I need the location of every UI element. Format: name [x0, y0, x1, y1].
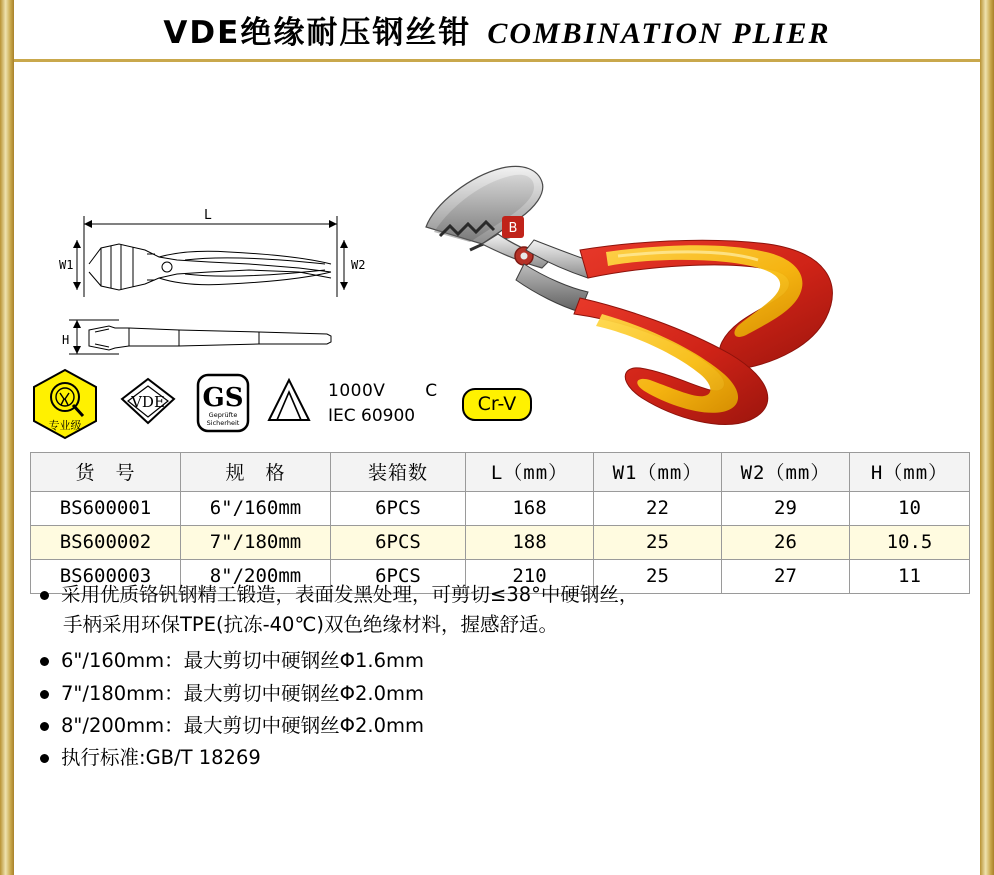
- cell-L: 210: [466, 560, 594, 594]
- list-item: [40, 743, 970, 773]
- gs-mark-icon: [194, 372, 252, 436]
- cell-pack: 6PCS: [331, 526, 466, 560]
- col-header-W2: W2（mm）: [722, 453, 850, 492]
- cell-pack: 6PCS: [331, 492, 466, 526]
- cell-pack: 6PCS: [331, 560, 466, 594]
- cell-model: BS600001: [31, 492, 181, 526]
- bullet-icon: [40, 690, 49, 699]
- col-header-size: 规 格: [181, 453, 331, 492]
- professional-grade-badge-icon: [28, 367, 102, 441]
- double-triangle-icon: [266, 376, 312, 432]
- feature-text: 7"/180mm：最大剪切中硬钢丝Φ2.0mm: [61, 681, 425, 705]
- voltage-value: 1000V: [328, 381, 386, 402]
- bullet-icon: [40, 754, 49, 763]
- dimension-line-drawing: [59, 202, 389, 392]
- feature-text: 8"/200mm：最大剪切中硬钢丝Φ2.0mm: [61, 713, 425, 737]
- gs-mark-label: GS: [202, 383, 244, 413]
- col-header-W1: W1（mm）: [594, 453, 722, 492]
- bullet-icon: [40, 722, 49, 731]
- table-header-row: [31, 453, 970, 492]
- page-title-english: COMBINATION PLIER: [487, 17, 831, 50]
- cell-model: BS600003: [31, 560, 181, 594]
- cell-H: 10: [850, 492, 970, 526]
- page-border-right: [980, 0, 994, 875]
- list-item: [40, 646, 970, 676]
- cell-model: BS600002: [31, 526, 181, 560]
- list-item: [40, 580, 970, 640]
- feature-text: 执行标准:GB/T 18269: [61, 746, 261, 770]
- list-item: [40, 679, 970, 709]
- dimension-label-H: H: [62, 333, 70, 347]
- cell-size: 8"/200mm: [181, 560, 331, 594]
- col-header-H: H（mm）: [850, 453, 970, 492]
- cell-W2: 29: [722, 492, 850, 526]
- cell-W2: 26: [722, 526, 850, 560]
- specification-table: [30, 452, 970, 594]
- header-title-group: [163, 7, 830, 52]
- col-header-model: 货 号: [31, 453, 181, 492]
- vde-mark-icon: [116, 373, 180, 435]
- cell-W1: 25: [594, 560, 722, 594]
- vde-mark-label: VDE: [131, 393, 165, 411]
- cell-H: 11: [850, 560, 970, 594]
- dimension-label-W2: W2: [351, 258, 366, 272]
- professional-grade-badge-label: 专业级: [48, 419, 82, 432]
- feature-line-1: 采用优质铬钒钢精工锻造，表面发黑处理，可剪切≤38°中硬钢丝，: [61, 583, 639, 606]
- svg-text:B: B: [508, 221, 518, 236]
- material-badge: Cr-V: [462, 388, 533, 421]
- voltage-rating-text: [328, 379, 438, 428]
- cell-size: 7"/180mm: [181, 526, 331, 560]
- dimension-label-W1: W1: [59, 258, 74, 272]
- iec-standard: IEC 60900: [328, 406, 416, 426]
- voltage-mark: C: [425, 381, 438, 402]
- cell-W2: 27: [722, 560, 850, 594]
- feature-text: [61, 580, 638, 640]
- col-header-L: L（mm）: [466, 453, 594, 492]
- page-header: [14, 0, 980, 62]
- bullet-icon: [40, 591, 49, 600]
- cell-size: 6"/160mm: [181, 492, 331, 526]
- cell-H: 10.5: [850, 526, 970, 560]
- page-content: [14, 62, 980, 875]
- cell-L: 168: [466, 492, 594, 526]
- cell-W1: 25: [594, 526, 722, 560]
- feature-list: [40, 580, 970, 775]
- bullet-icon: [40, 657, 49, 666]
- certification-row: [28, 367, 532, 441]
- list-item: [40, 711, 970, 741]
- page-title-chinese: VDE绝缘耐压钢丝钳: [163, 15, 472, 51]
- cell-W1: 22: [594, 492, 722, 526]
- feature-text: 6"/160mm：最大剪切中硬钢丝Φ1.6mm: [61, 649, 425, 673]
- table-row: [31, 526, 970, 560]
- feature-line-2: 手柄采用环保TPE(抗冻-40℃)双色绝缘材料，握感舒适。: [63, 613, 558, 637]
- cell-L: 188: [466, 526, 594, 560]
- table-row: [31, 492, 970, 526]
- dimension-label-L: L: [204, 208, 212, 223]
- page-border-left: [0, 0, 14, 875]
- svg-text:Sicherheit: Sicherheit: [206, 419, 240, 427]
- svg-text:Geprüfte: Geprüfte: [208, 411, 238, 419]
- col-header-pack: 装箱数: [331, 453, 466, 492]
